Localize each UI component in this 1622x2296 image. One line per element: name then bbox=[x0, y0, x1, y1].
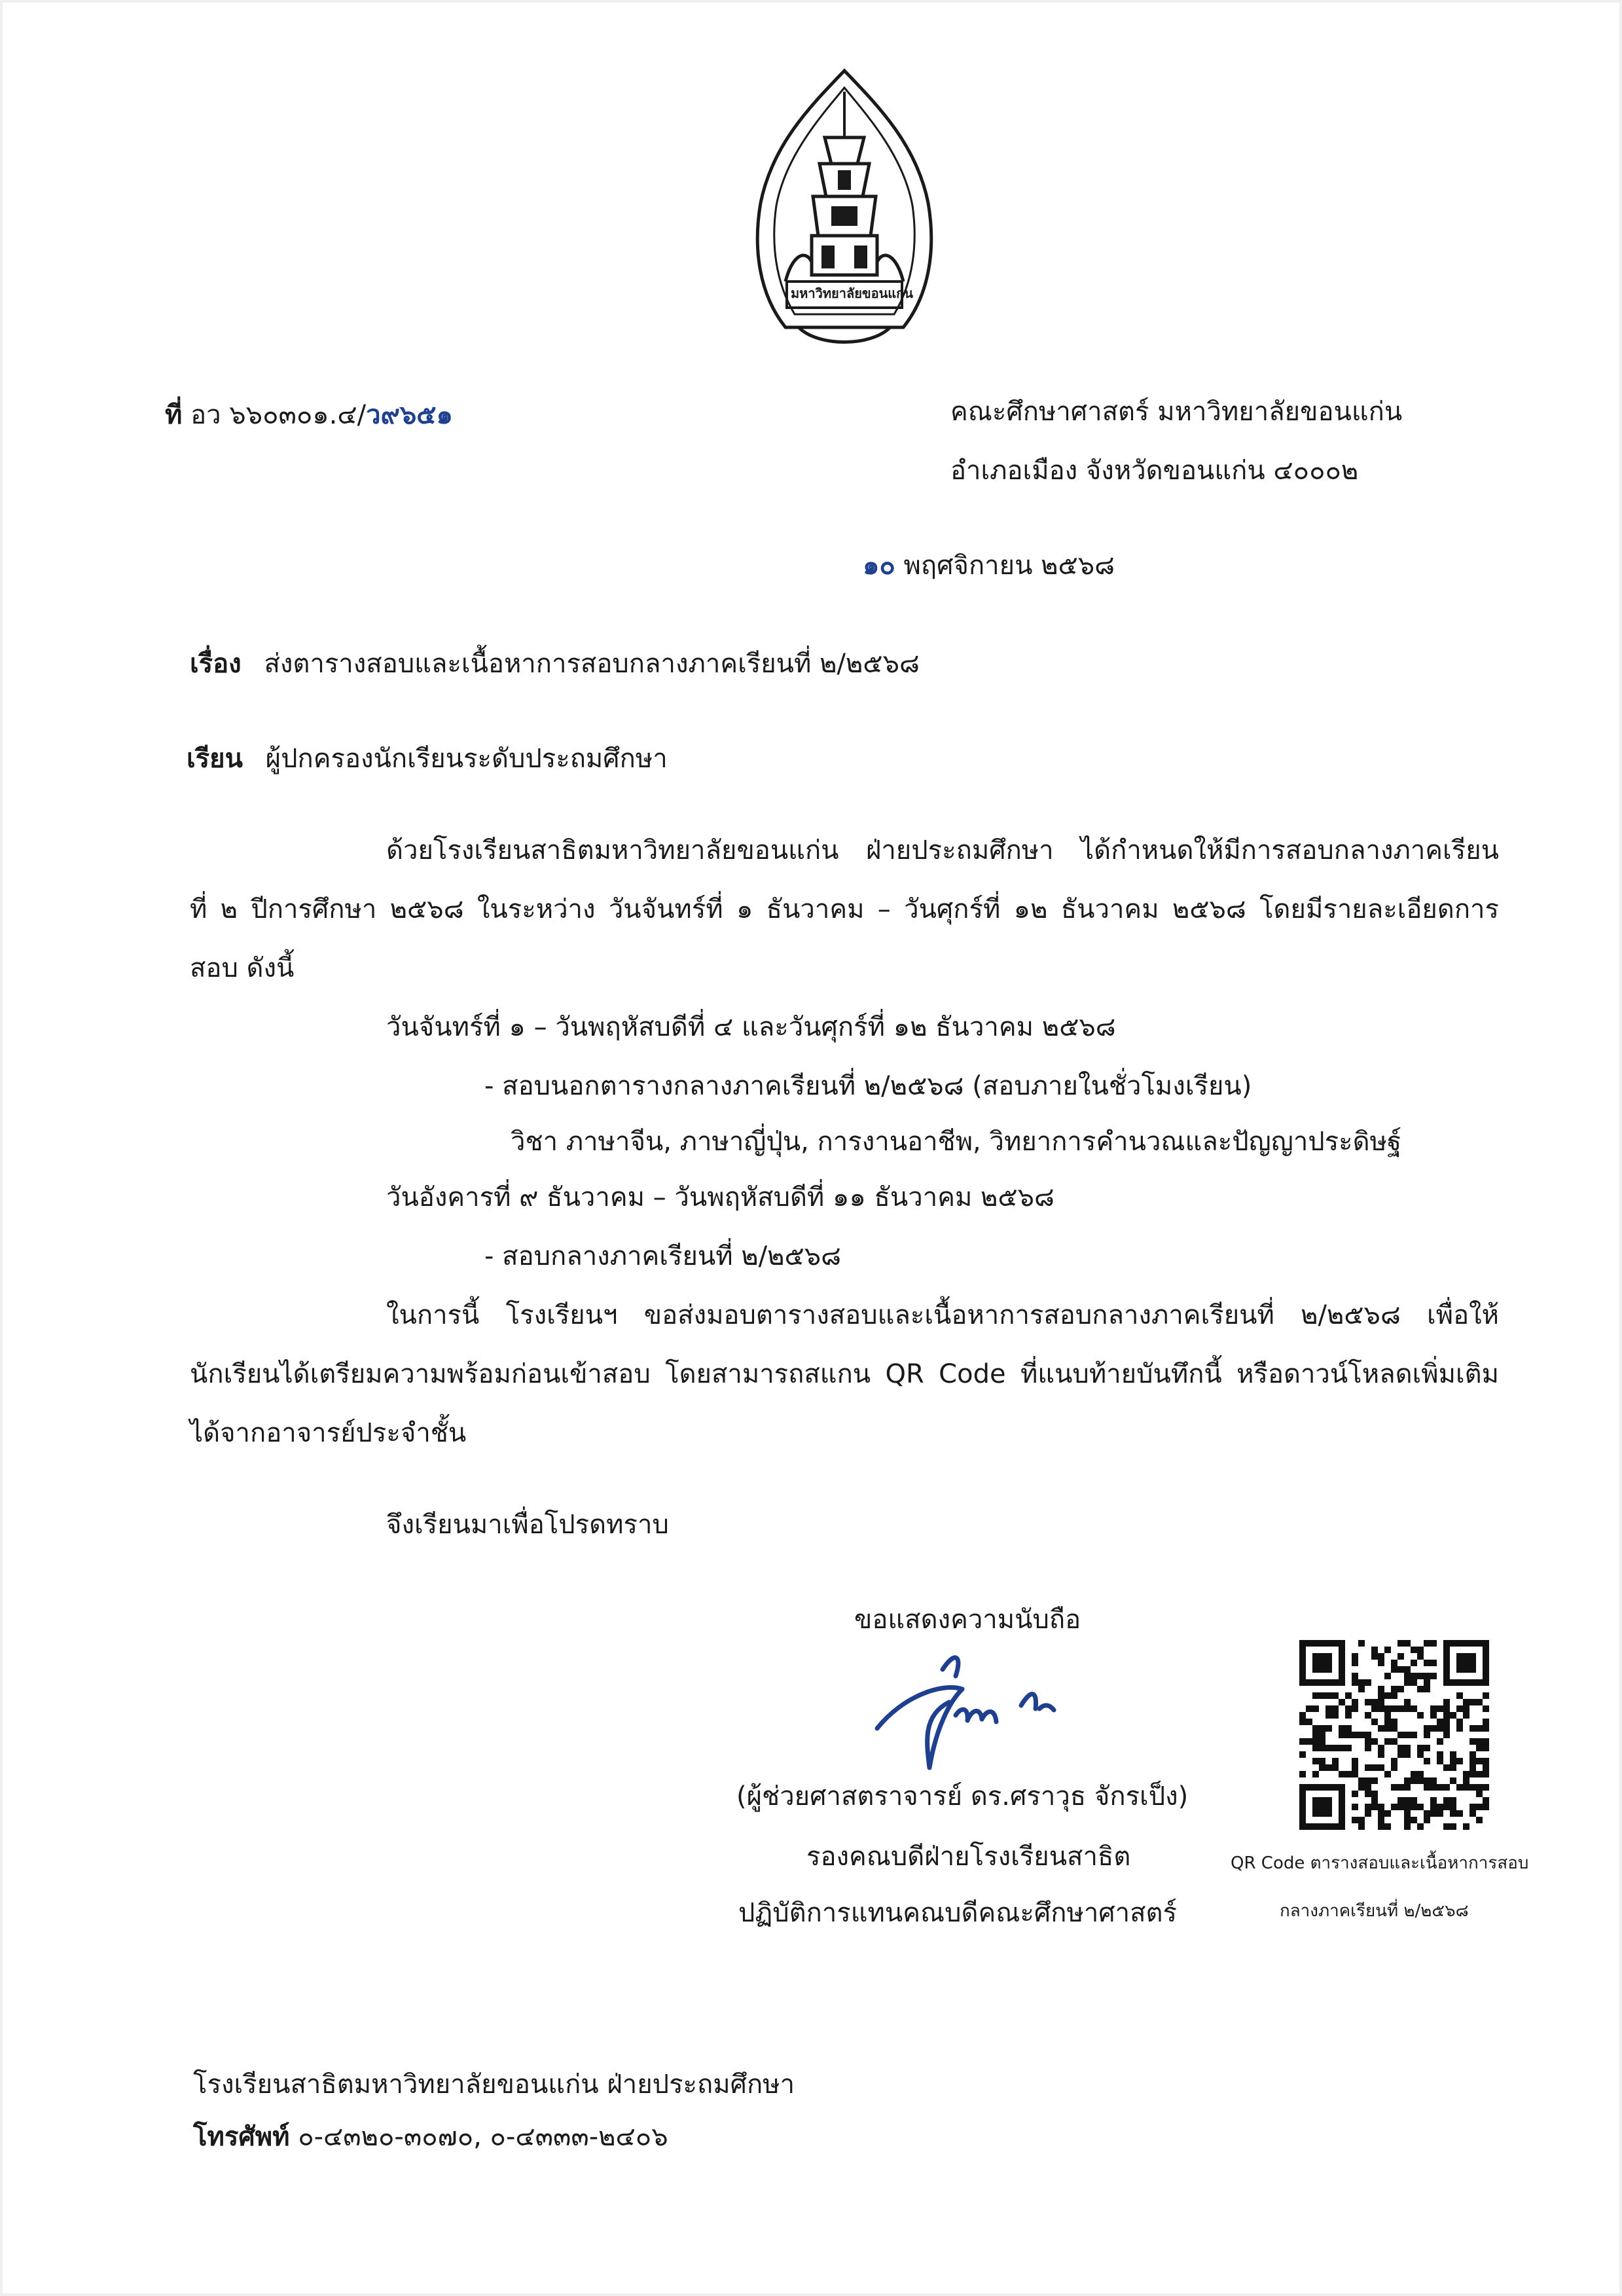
reference-prefix: ที่ bbox=[165, 400, 183, 430]
signature-icon bbox=[864, 1643, 1080, 1774]
footer-phone-label: โทรศัพท์ bbox=[193, 2122, 290, 2152]
body-p2-line3: ได้จากอาจารย์ประจำชั้น bbox=[190, 1418, 467, 1448]
recipient-line bbox=[187, 743, 668, 774]
qr-caption-1: QR Code ตารางสอบและเนื้อหาการสอบ bbox=[1231, 1853, 1529, 1873]
regards-text: ขอแสดงความนับถือ bbox=[854, 1605, 1081, 1635]
signatory-name: (ผู้ช่วยศาสตราจารย์ ดร.ศราวุธ จักรเป็ง) bbox=[736, 1781, 1189, 1812]
signatory-position-1: รองคณบดีฝ่ายโรงเรียนสาธิต bbox=[806, 1842, 1131, 1872]
body-p1-line3: สอบ ดังนี้ bbox=[190, 953, 295, 983]
reference-handwritten-number: ว๙๖๕๑ bbox=[366, 400, 453, 430]
closing-note: จึงเรียนมาเพื่อโปรดทราบ bbox=[386, 1510, 669, 1540]
qr-code[interactable] bbox=[1299, 1640, 1489, 1830]
reference-code: อว ๖๖๐๓๐๑.๔/ bbox=[190, 400, 367, 430]
sender-line-1: คณะศึกษาศาสตร์ มหาวิทยาลัยขอนแก่น bbox=[950, 397, 1403, 427]
schedule-2-item: - สอบกลางภาคเรียนที่ ๒/๒๕๖๘ bbox=[484, 1241, 842, 1271]
body-p1-line1: ด้วยโรงเรียนสาธิตมหาวิทยาลัยขอนแก่น ฝ่ายประถมศึกษา ได้กำหนดให้มีการสอบกลางภาคเรียน bbox=[386, 835, 1499, 866]
schedule-1-subjects: วิชา ภาษาจีน, ภาษาญี่ปุ่น, การงานอาชีพ, วิทยาการคำนวณและปัญญาประดิษฐ์ bbox=[511, 1127, 1402, 1157]
date-month-year: พฤศจิกายน ๒๕๖๘ bbox=[903, 551, 1115, 581]
subject-label: เรื่อง bbox=[190, 649, 242, 679]
body-p1-line2: ที่ ๒ ปีการศึกษา ๒๕๖๘ ในระหว่าง วันจันทร์ที่ ๑ ธันวาคม – วันศุกร์ที่ ๑๒ ธันวาคม ๒๕๖๘ โดยมีรายละเอียดการ bbox=[190, 894, 1499, 924]
qr-caption-2: กลางภาคเรียนที่ ๒/๒๕๖๘ bbox=[1280, 1901, 1469, 1921]
footer-phone-number: ๐-๔๓๒๐-๓๐๗๐, ๐-๔๓๓๓-๒๔๐๖ bbox=[298, 2122, 668, 2152]
university-seal bbox=[746, 65, 943, 354]
subject-line bbox=[190, 648, 920, 680]
recipient-label: เรียน bbox=[187, 744, 243, 774]
schedule-1-date: วันจันทร์ที่ ๑ – วันพฤหัสบดีที่ ๔ และวันศุกร์ที่ ๑๒ ธันวาคม ๒๕๖๘ bbox=[386, 1012, 1116, 1042]
signatory-position-2: ปฏิบัติการแทนคณบดีคณะศึกษาศาสตร์ bbox=[738, 1898, 1178, 1928]
sender-line-2: อำเภอเมือง จังหวัดขอนแก่น ๔๐๐๐๒ bbox=[950, 456, 1359, 486]
schedule-1-item: - สอบนอกตารางกลางภาคเรียนที่ ๒/๒๕๖๘ (สอบภายในชั่วโมงเรียน) bbox=[484, 1071, 1252, 1101]
seal-emblem-icon bbox=[746, 65, 943, 354]
recipient-text: ผู้ปกครองนักเรียนระดับประถมศึกษา bbox=[265, 744, 668, 774]
letter-date bbox=[863, 550, 1115, 581]
footer-phone bbox=[193, 2121, 668, 2153]
footer-org: โรงเรียนสาธิตมหาวิทยาลัยขอนแก่น ฝ่ายประถมศึกษา bbox=[193, 2069, 795, 2100]
body-p2-line2: นักเรียนได้เตรียมความพร้อมก่อนเข้าสอบ โดยสามารถสแกน QR Code ที่แนบท้ายบันทึกนี้ หรือดาวน์โหลดเพิ่มเติม bbox=[190, 1359, 1499, 1389]
subject-text: ส่งตารางสอบและเนื้อหาการสอบกลางภาคเรียนที่ ๒/๒๕๖๘ bbox=[264, 649, 920, 679]
qr-code-icon bbox=[1299, 1640, 1489, 1830]
handwritten-signature bbox=[864, 1643, 1080, 1774]
reference-number bbox=[165, 399, 453, 431]
date-day: ๑๐ bbox=[863, 551, 895, 581]
seal-text: มหาวิทยาลัยขอนแก่น bbox=[791, 285, 913, 301]
schedule-2-date: วันอังคารที่ ๙ ธันวาคม – วันพฤหัสบดีที่ ๑๑ ธันวาคม ๒๕๖๘ bbox=[386, 1182, 1054, 1212]
body-p2-line1: ในการนี้ โรงเรียนฯ ขอส่งมอบตารางสอบและเนื้อหาการสอบกลางภาคเรียนที่ ๒/๒๕๖๘ เพื่อให้ bbox=[386, 1300, 1499, 1330]
